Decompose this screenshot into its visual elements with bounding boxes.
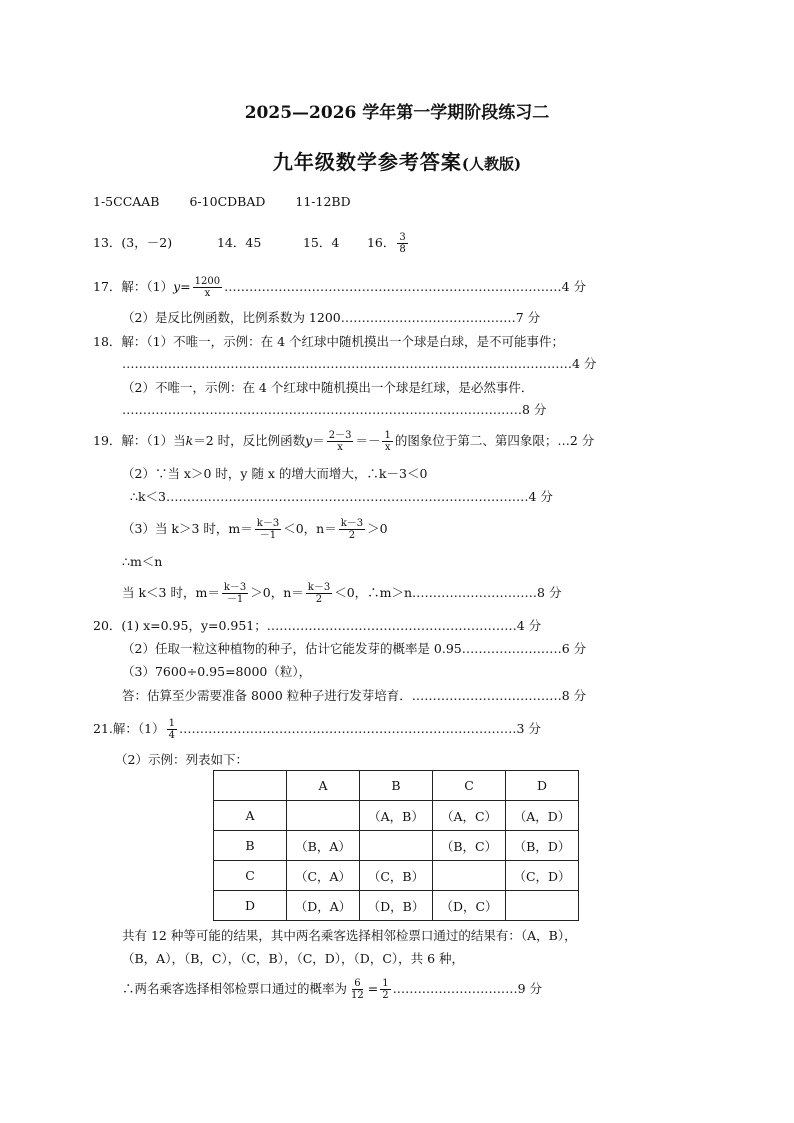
table-cell: B bbox=[214, 831, 287, 861]
table-cell bbox=[287, 801, 360, 831]
table-row bbox=[214, 891, 579, 921]
subtitle-main: 九年级数学参考答案 bbox=[272, 150, 462, 174]
answer-16: 16． bbox=[366, 235, 396, 250]
page-title: 2025—2026 学年第一学期阶段练习二 bbox=[244, 103, 550, 123]
table-cell: （D，B） bbox=[360, 891, 433, 921]
mc-answers bbox=[93, 192, 377, 212]
table-row bbox=[214, 861, 579, 891]
subtitle-edition: (人教版) bbox=[461, 155, 522, 173]
q18-line-1: 18．解：（1）不唯一，示例：在 4 个红球中随机摸出一个球是白球，是不可能事件； bbox=[93, 334, 565, 349]
q20-line-3: （3）7600÷0.95=8000（粒）， bbox=[122, 664, 312, 679]
q19-line-4: （3）当 k＞3 时，m＝ $\frac{k-3}{-1}$ ＜0，n＝ $\frac{k-3}{2}$ ＞0 bbox=[122, 518, 388, 541]
table-cell: （A，D） bbox=[506, 801, 579, 831]
table-cell: （B，A） bbox=[287, 831, 360, 861]
q18-line-2: ………………………………………………………………………………………………4 分 bbox=[122, 356, 597, 371]
outcome-table bbox=[213, 770, 579, 921]
q18-line-3: （2）不唯一，示例：在 4 个红球中随机摸出一个球是红球，是必然事件． bbox=[122, 380, 534, 395]
table-cell: C bbox=[214, 861, 287, 891]
table-cell: A bbox=[214, 801, 287, 831]
fraction: $\frac{k-3}{-1}$ bbox=[223, 582, 247, 605]
fraction: $\frac{1}{4}$ bbox=[168, 718, 175, 741]
q21-line-3: 共有 12 种等可能的结果，其中两名乘客选择相邻检票口通过的结果有：（A，B）， bbox=[122, 928, 577, 943]
fill-answers bbox=[93, 232, 410, 255]
table-cell: （B，D） bbox=[506, 831, 579, 861]
fraction: $\frac{2-3}{x}$ bbox=[328, 430, 352, 453]
mc-answer-group: 1-5CCAAB bbox=[93, 194, 160, 209]
table-cell: （A，B） bbox=[360, 801, 433, 831]
q21-line-5: ∴两名乘客选择相邻检票口通过的概率为 $\frac{6}{12}$ = $\frac{1}{2}$ …………………………9 分 bbox=[122, 978, 543, 1001]
table-row bbox=[214, 831, 579, 861]
table-cell bbox=[360, 831, 433, 861]
q19-line-1: 19．解：（1）当k＝2 时，反比例函数y＝ $\frac{2-3}{x}$ ＝－ $\frac{1}{x}$ 的图象位于第二、第四象限；…2 分 bbox=[93, 430, 595, 453]
fraction: $\frac{1}{x}$ bbox=[384, 430, 391, 453]
q19-line-6: 当 k＜3 时，m＝ $\frac{k-3}{-1}$ ＞0，n＝ $\frac{k-3}{2}$ ＜0，∴m＞n…………………………8 分 bbox=[122, 582, 562, 605]
table-cell: C bbox=[433, 771, 506, 801]
q20-line-1: 20．(1) x=0.95，y=0.951；……………………………………………………4 分 bbox=[93, 618, 542, 633]
page-subtitle bbox=[0, 146, 794, 175]
fraction: $\frac{k-3}{2}$ bbox=[307, 582, 331, 605]
fraction: $\frac{k-3}{-1}$ bbox=[256, 518, 280, 541]
q19-line-3: ∴k＜3……………………………………………………………………………4 分 bbox=[130, 489, 553, 504]
table-row bbox=[214, 801, 579, 831]
q19-line-5: ∴m＜n bbox=[122, 554, 163, 569]
table-cell: （D，A） bbox=[287, 891, 360, 921]
table-cell bbox=[506, 891, 579, 921]
q19-line-2: （2）∵当 x＞0 时，y 随 x 的增大而增大，∴k－3＜0 bbox=[122, 466, 428, 481]
fraction: $\frac{3}{8}$ bbox=[399, 232, 406, 255]
table-cell: D bbox=[506, 771, 579, 801]
table-cell: （B，C） bbox=[433, 831, 506, 861]
q20-line-2: （2）任取一粒这种植物的种子，估计它能发芽的概率是 0.95……………………6 分 bbox=[122, 641, 587, 656]
q21-line-4: （B，A），（B，C），（C，B），（C，D），（D，C），共 6 种， bbox=[122, 951, 465, 966]
table-cell: （D，C） bbox=[433, 891, 506, 921]
answer-14: 14．45 bbox=[216, 235, 262, 250]
q18-line-4: ……………………………………………………………………………………8 分 bbox=[122, 402, 547, 417]
answer-15: 15．4 bbox=[302, 235, 340, 250]
table-cell: （C，A） bbox=[287, 861, 360, 891]
fraction: $\frac{1200}{x}$ bbox=[194, 276, 221, 299]
table-header-row bbox=[214, 771, 579, 801]
table-cell: A bbox=[287, 771, 360, 801]
fraction: $\frac{1}{2}$ bbox=[382, 978, 389, 1001]
q20-line-4: 答：估算至少需要准备 8000 粒种子进行发芽培育．………………………………8 分 bbox=[122, 688, 587, 703]
q21-line-1: 21.解：（1） $\frac{1}{4}$ ………………………………………………………………………3 分 bbox=[93, 718, 541, 741]
fraction: $\frac{k-3}{2}$ bbox=[340, 518, 364, 541]
mc-answer-group: 6-10CDBAD bbox=[189, 194, 266, 209]
fraction: $\frac{6}{12}$ bbox=[351, 978, 364, 1001]
table-cell bbox=[433, 861, 506, 891]
table-cell bbox=[214, 771, 287, 801]
answer-13: 13．(3，－2) bbox=[93, 235, 173, 250]
mc-answer-group: 11-12BD bbox=[295, 194, 351, 209]
q17-line-2: （2）是反比例函数，比例系数为 1200……………………………………7 分 bbox=[122, 310, 541, 325]
table-cell: （A，C） bbox=[433, 801, 506, 831]
table-cell: B bbox=[360, 771, 433, 801]
q21-line-2: （2）示例：列表如下： bbox=[115, 752, 248, 767]
table-cell: D bbox=[214, 891, 287, 921]
q17-line-1: 17．解：（1）y= $\frac{1200}{x}$ ………………………………………………………………………4 分 bbox=[93, 276, 587, 299]
table-cell: （C，D） bbox=[506, 861, 579, 891]
table-cell: （C，B） bbox=[360, 861, 433, 891]
